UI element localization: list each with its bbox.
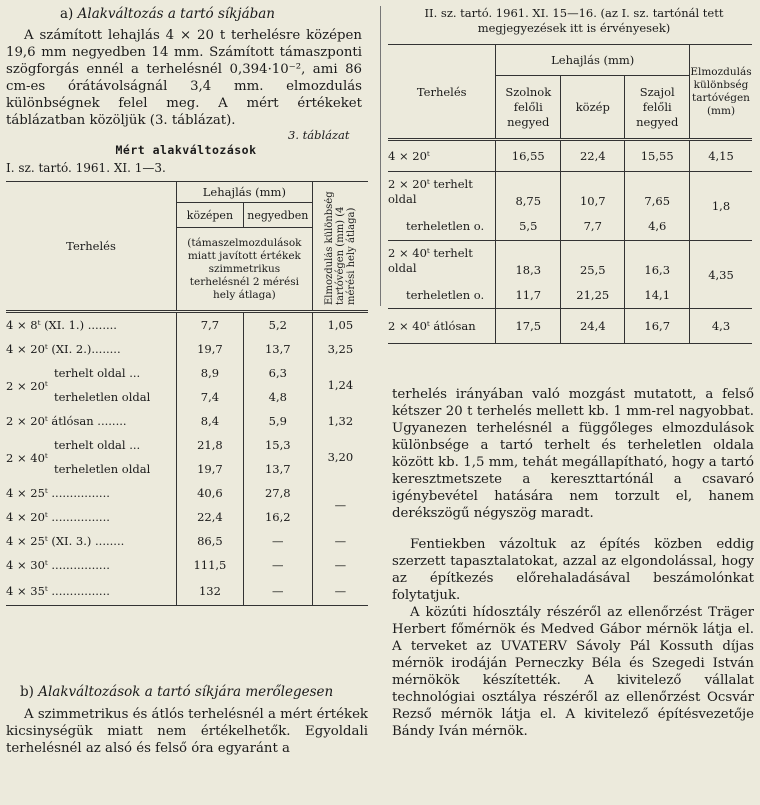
cell-szajol: 14,1 bbox=[625, 281, 690, 309]
cell-displacement: 1,32 bbox=[312, 409, 368, 433]
cell-displacement: 3,20 bbox=[312, 433, 368, 481]
cell-center: 86,5 bbox=[177, 529, 244, 553]
cell-center: 40,6 bbox=[177, 481, 244, 505]
cell-szajol: 16,7 bbox=[625, 309, 690, 344]
group-label: 2 × 20ᵗ bbox=[6, 379, 48, 393]
cell-szolnok: 17,5 bbox=[496, 309, 561, 344]
cell-quarter: 5,9 bbox=[243, 409, 312, 433]
table-row-load: 2 × 20ᵗ terhelt oldal bbox=[388, 177, 473, 206]
cell-center: 7,7 bbox=[177, 312, 244, 338]
cell-displacement: 1,24 bbox=[312, 361, 368, 409]
cell-szolnok: 8,75 bbox=[496, 172, 561, 213]
cell-szolnok: 18,3 bbox=[496, 241, 561, 282]
table-row-load: 2 × 20ᵗ terhelt oldal ... bbox=[6, 366, 141, 393]
cell-kozep: 22,4 bbox=[561, 140, 625, 172]
cell-center: 8,4 bbox=[177, 409, 244, 433]
table-subtitle: I. sz. tartó. 1961. XI. 1—3. bbox=[6, 161, 166, 175]
cell-displacement: 4,35 bbox=[689, 241, 752, 309]
cell-center: 19,7 bbox=[177, 337, 244, 361]
cell-quarter: — bbox=[243, 553, 312, 577]
header-displacement: Elmozdulás különbség tartóvégen (mm) (4 mérési hely átlaga) bbox=[312, 182, 368, 312]
paragraph-2: A szimmetrikus és átlós terhelésnél a mért értékek kicsinységük miatt nem értékelhetők. Egyoldali terhelésnél az alsó és felső óra egyaránt a bbox=[6, 707, 368, 756]
header-center: középen bbox=[177, 203, 244, 228]
paragraph-4: Fentiekben vázoltuk az építés közben eddig szerzett tapasztalatokat, azzal az elgondolással, hogy az építkezés előrehaladásával beszámolónkat folytatjuk. bbox=[392, 537, 754, 603]
table-row-load: 4 × 25ᵗ (XI. 3.) ........ bbox=[6, 534, 125, 548]
cell-displacement: 4,3 bbox=[689, 309, 752, 344]
cell-szolnok: 11,7 bbox=[496, 281, 561, 309]
cell-szajol: 4,6 bbox=[625, 212, 690, 241]
cell-quarter: 16,2 bbox=[243, 505, 312, 529]
cell-szajol: 16,3 bbox=[625, 241, 690, 282]
header-note: (támaszelmozdulások miatt javított értékek szimmetrikus terhelésnél 2 mérési hely átlaga) bbox=[177, 228, 313, 312]
column-divider bbox=[380, 6, 381, 306]
header-szajol: Szajol felőli negyed bbox=[625, 76, 690, 140]
table-2-title: II. sz. tartó. 1961. XI. 15—16. (az I. sz. tartónál tett megjegyezések itt is érvényesek) bbox=[424, 6, 724, 35]
cell-quarter: 5,2 bbox=[243, 312, 312, 338]
table-row-load: 4 × 20ᵗ ................ bbox=[6, 510, 110, 524]
table-row-load: terheletlen oldal bbox=[54, 390, 151, 404]
header-displacement: Elmozdulás különbség tartóvégen (mm) bbox=[689, 45, 752, 140]
header-quarter: negyedben bbox=[243, 203, 312, 228]
table-row-load: terheletlen o. bbox=[406, 287, 485, 302]
cell-center: 7,4 bbox=[177, 385, 244, 409]
table-row-load: 4 × 8ᵗ (XI. 1.) ........ bbox=[6, 318, 117, 332]
table-row-load: 4 × 20ᵗ bbox=[388, 149, 430, 163]
cell-kozep: 21,25 bbox=[561, 281, 625, 309]
cell-szolnok: 5,5 bbox=[496, 212, 561, 241]
cell-displacement: — bbox=[312, 577, 368, 606]
cell-displacement: 1,8 bbox=[689, 172, 752, 241]
cell-center: 21,8 bbox=[177, 433, 244, 457]
table-row-load: terheletlen oldal bbox=[54, 462, 151, 476]
cell-quarter: 6,3 bbox=[243, 361, 312, 385]
header-szolnok: Szolnok felőli negyed bbox=[496, 76, 561, 140]
cell-displacement: 3,25 bbox=[312, 337, 368, 361]
cell-quarter: 15,3 bbox=[243, 433, 312, 457]
paragraph-1: A számított lehajlás 4 × 20 t terhelésre középen 19,6 mm negyedben 14 mm. Számított támaszponti szögforgás ennél a terhelésnél 0,394·10⁻², ami 86 cm-es órátávolságnál 3,4 mm. elmozdulás különbségnek felel meg. A mért értékeket táblázatban közöljük (3. táblázat). bbox=[6, 28, 362, 128]
header-deflection: Lehajlás (mm) bbox=[177, 182, 313, 203]
table-row-load: 4 × 20ᵗ (XI. 2.)........ bbox=[6, 342, 121, 356]
table-row-load: 2 × 40ᵗ terhelt oldal ... bbox=[6, 438, 141, 465]
cell-quarter: 4,8 bbox=[243, 385, 312, 409]
cell-kozep: 24,4 bbox=[561, 309, 625, 344]
header-kozep: közép bbox=[561, 76, 625, 140]
section-b-heading bbox=[20, 684, 333, 700]
table-row-load: 2 × 40ᵗ terhelt oldal bbox=[388, 246, 473, 275]
table-row-load: 4 × 25ᵗ ................ bbox=[6, 486, 110, 500]
cell-displacement: 4,15 bbox=[689, 140, 752, 172]
table-row-load: 4 × 35ᵗ ................ bbox=[6, 584, 110, 598]
cell-kozep: 10,7 bbox=[561, 172, 625, 213]
cell-quarter: 13,7 bbox=[243, 337, 312, 361]
cell-displacement: — bbox=[312, 553, 368, 577]
header-load: Terhelés bbox=[388, 45, 496, 140]
cell-center: 8,9 bbox=[177, 361, 244, 385]
cell-displacement: 1,05 bbox=[312, 312, 368, 338]
header-deflection: Lehajlás (mm) bbox=[496, 45, 690, 76]
cell-szajol: 15,55 bbox=[625, 140, 690, 172]
section-b-label: b) bbox=[20, 684, 34, 700]
table-row-load: terheletlen o. bbox=[406, 219, 485, 233]
girder-2-table bbox=[388, 44, 752, 344]
cell-displacement: — bbox=[312, 481, 368, 529]
table-number: 3. táblázat bbox=[288, 128, 350, 142]
header-load: Terhelés bbox=[6, 182, 177, 312]
section-a-heading bbox=[60, 6, 275, 22]
cell-quarter: — bbox=[243, 577, 312, 606]
measured-deformations-table bbox=[6, 181, 368, 606]
paragraph-3: terhelés irányában való mozgást mutatott, a felső kétszer 20 t terhelés mellett kb. 1 mm-rel nagyobbat. Ugyanezen terhelésnél a függőleges elmozdulások különbsége a tartó terhelt és terheletlen oldala között kb. 1,5 mm, tehát megállapítható, hogy a tartó keresztmetszete a kereszttartónál a csavaró igénybevétel hatására nem torzult el, hanem derékszögű négyszög maradt. bbox=[392, 387, 754, 521]
table-row-load: 2 × 20ᵗ átlósan ........ bbox=[6, 414, 127, 428]
cell-szajol: 7,65 bbox=[625, 172, 690, 213]
cell-kozep: 7,7 bbox=[561, 212, 625, 241]
cell-quarter: 13,7 bbox=[243, 457, 312, 481]
table-row-load: 2 × 40ᵗ átlósan bbox=[388, 319, 476, 333]
cell-center: 19,7 bbox=[177, 457, 244, 481]
cell-quarter: 27,8 bbox=[243, 481, 312, 505]
cell-szolnok: 16,55 bbox=[496, 140, 561, 172]
section-a-title: Alakváltozás a tartó síkjában bbox=[77, 6, 276, 22]
cell-center: 22,4 bbox=[177, 505, 244, 529]
group-label: 2 × 40ᵗ bbox=[6, 451, 48, 465]
paragraph-5: A közúti hídosztály részéről az ellenőrzést Träger Herbert főmérnök és Medved Gábor mérnök látja el. A terveket az UVATERV Sávoly Pál Kossuth díjas mérnök irodáján Perneczky Béla és Szegedi István mérnökök készítették. A kivitelező vállalat technológiai osztálya részéről az ellenőrzést Ocsvár Rezső mérnök látja el. A kivitelező építésvezetője Bándy Iván mérnök. bbox=[392, 605, 754, 739]
section-a-label: a) bbox=[60, 6, 74, 22]
section-b-title: Alakváltozások a tartó síkjára merőlegesen bbox=[38, 684, 334, 700]
cell-displacement: — bbox=[312, 529, 368, 553]
cell-center: 111,5 bbox=[177, 553, 244, 577]
cell-center: 132 bbox=[177, 577, 244, 606]
table-title: Mért alakváltozások bbox=[115, 143, 257, 157]
cell-kozep: 25,5 bbox=[561, 241, 625, 282]
table-row-load: 4 × 30ᵗ ................ bbox=[6, 558, 110, 572]
cell-quarter: — bbox=[243, 529, 312, 553]
